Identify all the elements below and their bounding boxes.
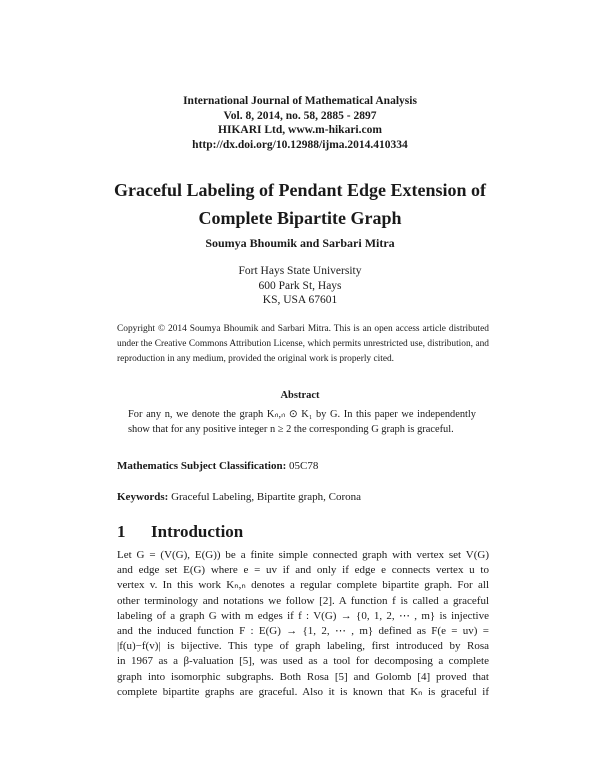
abstract-text: For any n, we denote the graph Kₙ,ₙ ⊙ K₁ by G. In this paper we independently show that for any positive integer n ≥ 2 the corresponding G graph is graceful.	[128, 409, 476, 435]
journal-publisher: HIKARI Ltd, www.m-hikari.com	[218, 124, 382, 136]
body-line: and edge set E(G) where e = uv if and only if edge e connects vertex u to	[117, 564, 489, 577]
body-text	[117, 548, 489, 700]
body-line: in 1967 as a β-valuation [5], was used as a tool for decomposing a complete	[117, 655, 489, 668]
journal-header	[0, 94, 600, 152]
body-line: vertex v. In this work Kₙ,ₙ denotes a regular complete bipartite graph. For all	[117, 579, 489, 592]
msc-classification	[117, 460, 497, 472]
keywords	[117, 491, 497, 503]
section-heading	[117, 522, 497, 542]
affiliation-line1: Fort Hays State University	[238, 265, 362, 277]
body-line: labeling of a graph G with m edges if f : V(G) → {0, 1, 2, ⋯ , m} is injective	[117, 609, 489, 622]
affiliation	[0, 264, 600, 308]
keywords-value: Graceful Labeling, Bipartite graph, Corona	[171, 491, 362, 503]
msc-label: Mathematics Subject Classification:	[117, 460, 287, 472]
journal-name: International Journal of Mathematical Analysis	[183, 95, 417, 107]
journal-volume: Vol. 8, 2014, no. 58, 2885 - 2897	[223, 109, 377, 122]
authors: Soumya Bhoumik and Sarbari Mitra	[205, 236, 395, 250]
body-line: other terminology and notations we follow [2]. A function f is called a graceful	[117, 594, 489, 607]
body-line: and the induced function F : E(G) → {1, 2, ⋯ , m} defined as F(e = uv) =	[117, 625, 489, 638]
section-number: 1	[117, 522, 126, 541]
msc-value: 05C78	[289, 460, 319, 472]
paper-title-line2: Complete Bipartite Graph	[198, 208, 402, 228]
body-line: graph into isomorphic subgraphs. Both Rosa [5] and Golomb [4] proved that	[117, 670, 489, 683]
body-line: Let G = (V(G), E(G)) be a finite simple connected graph with vertex set V(G)	[117, 549, 489, 561]
paper-title	[0, 176, 600, 232]
paper-title-line1: Graceful Labeling of Pendant Edge Extension of	[113, 180, 486, 200]
abstract-heading: Abstract	[280, 390, 320, 401]
journal-doi: http://dx.doi.org/10.12988/ijma.2014.410334	[192, 138, 408, 151]
copyright-notice: Copyright © 2014 Soumya Bhoumik and Sarbari Mitra. This is an open access article distributed under the Creative Commons Attribution License, which permits unrestricted use, distribution, and reproduction in any medium, provided the original work is properly cited.	[117, 324, 489, 364]
body-line: |f(u)−f(v)| is bijective. This type of graph labeling, first introduced by Rosa	[117, 640, 489, 653]
keywords-label: Keywords:	[117, 491, 169, 503]
affiliation-line3: KS, USA 67601	[262, 294, 338, 306]
section-title: Introduction	[151, 522, 244, 541]
body-line: complete bipartite graphs are graceful. Also it is known that Kₙ is graceful if	[117, 685, 489, 698]
affiliation-line2: 600 Park St, Hays	[258, 279, 342, 292]
